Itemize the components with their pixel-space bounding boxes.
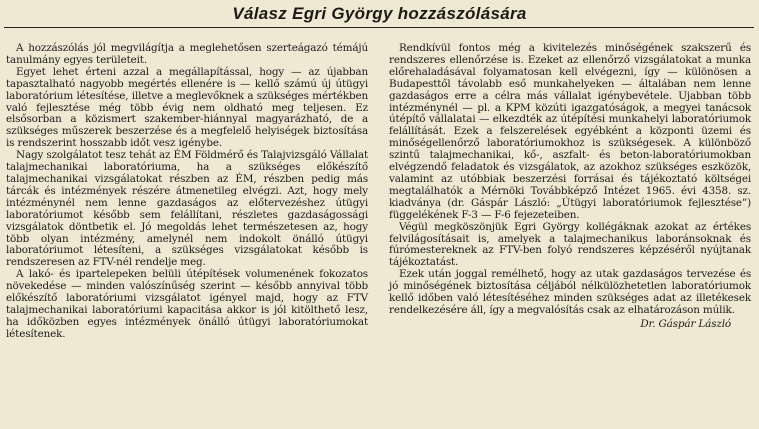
- paragraph: A hozzászólás jól megvilágítja a meglehetősen szerteágazó témájú tanulmány egyes területeit.: [6, 42, 368, 66]
- paragraph: Nagy szolgálatot tesz tehát az ÉM Földmérő és Talajvizsgáló Vállalat talajmechanikai laboratóriuma, ha a szükséges előkészítő talajmechanikai vizsgálatokat részben az ÉM, részben pedig más tárcák és intézmények részére átmenetileg elvégzi. Azt, hogy mely intézménynél nem lenne gazdaságos az előtervezéshez útügyi laboratóriumot később sem felállítani, részletes gazdaságossági vizsgálatok döntbetik el. Jó megoldás lehet természetesen az, hogy több olyan intézmény, amelynél nem indokolt önálló útügyi laboratóriumot létesíteni, a szükséges vizsgálatokat később is rendszeresen az FTV-nél rendelje meg.: [6, 149, 368, 269]
- article-title: Válasz Egri György hozzászólására: [232, 4, 527, 23]
- paragraph: Végül megköszönjük Egri György kollégáknak azokat az értékes felvilágosításait is, amelyek a talajmechanikus laboránsoknak és fúrómestereknek az FTV-ben folyó rendszeres képzéséről nyújtanak tájékoztatást.: [389, 220, 751, 269]
- paragraph: Rendkívül fontos még a kivitelezés minőségének szakszerű és rendszeres ellenőrzése is. Ezeket az ellenőrző vizsgálatokat a munka előrehaladásával folyamatosan kell elvégezni, így — különösen a Budapesttől távolabb eső munkahelyeken — általában nem lenne gazdaságos erre a célra más vállalat igénybevétele. Ujabban több intézménynél — pl. a KPM közúti igazgatóságok, a megyei tanácsok útépítő vállalatai — elkezdték az útépítési munkahelyi laboratóriumok felállítását. Ezek a felszerelések egyébként a központi üzemi és minőségellenőrző laboratóriumokhoz is szükségesek. A különböző szintű talajmechanikai, kő-, aszfalt- és beton-laboratóriumokban elvégzendő feladatok és vizsgálatok, az azokhoz szükséges eszközök, valamint az utóbbiak beszerzési forrásai és tájékoztató költségei megtalálhatók a Mérnöki Továbbképző Intézet 1965. évi 4358. sz. kiadványa (dr. Gáspár László: „Útügyi laboratóriumok fejlesztése”) függelékének F-3 — F-6 fejezeteiben.: [389, 42, 751, 221]
- paragraph: A lakó- és ipartelepeken belüli útépítések volumenének fokozatos növekedése — minden valószínűség szerint — később annyival több előkészítő laboratóriumi vizsgálatot igényel majd, hogy az FTV talajmechanikai laboratóriumi kapacitása akkor is jól kitölthető lesz, ha időközben egyes intézmények önálló útügyi laboratóriumokat létesítenek.: [6, 268, 368, 340]
- title-rule: [4, 27, 754, 28]
- left-column: [6, 43, 368, 341]
- paragraph: Ezek után joggal remélhető, hogy az utak gazdaságos tervezése és jó minőségének biztosítása céljából nélkülözhetetlen laboratóriumok kellő időben való létesítéséhez minden szükséges adat az illetékesek rendelkezésére áll, így a megvalósítás csak az elhatározáson múlik.: [389, 268, 751, 316]
- right-column: [389, 43, 751, 331]
- author-signature: Dr. Gáspár László: [640, 317, 731, 330]
- paragraph: Egyet lehet érteni azzal a megállapítással, hogy — az újabban tapasztalható nagyobb megértés ellenére is — kellő számú új útügyi laboratórium létesítése, illetve a meglevőknek a szükséges mértékben való fejlesztése még több évig nem oldható meg teljesen. Ez elsősorban a közismert szakember-hiánnyal magyarázható, de a szükséges műszerek beszerzése és a megfelelő helyiségek biztosítása is rendszerint hosszabb időt vesz igénybe.: [6, 65, 368, 150]
